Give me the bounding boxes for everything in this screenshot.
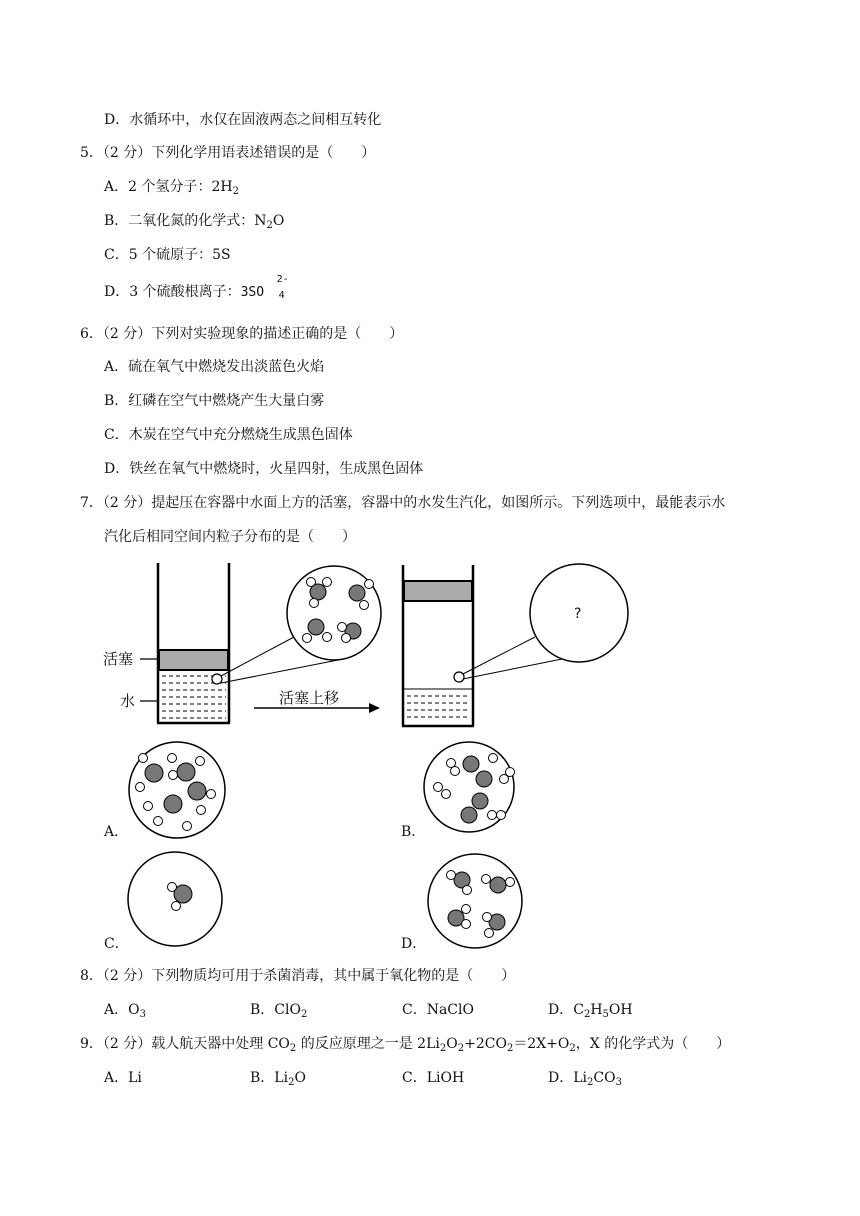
option-d-figure [428,854,522,948]
q6-option-c: C．木炭在空气中充分燃烧生成黑色固体 [104,427,353,443]
label-question-mark: ? [574,606,582,622]
q5-option-d: D．3 个硫酸根离子：3SO 2- 4 [104,274,289,301]
q9-stem: 9．（2 分）载人航天器中处理 $CO_2$ 的反应原理之一是 $2Li_2O_2+2CO_2=2X+O_2$，X 的化学式为（ ） [80,1036,731,1054]
label-piston: 活塞 [103,650,134,668]
q6-option-a: A．硫在氧气中燃烧发出淡蓝色火焰 [104,359,325,375]
left-magnifier [221,566,381,683]
q7-option-b-label: B． [401,824,426,840]
right-container [402,564,628,726]
q6-stem: 6．（2 分）下列对实验现象的描述正确的是（ ） [80,326,404,342]
q9-option-c: C．LiOH [402,1070,465,1086]
q8-option-b: B．ClO$_2$ [250,1002,308,1020]
option-c-figure [128,852,222,946]
option-a-figure [129,742,225,838]
q5-option-b: B．二氧化氮的化学式：$N_2O$ [104,213,285,231]
q8-option-c: C．NaClO [402,1002,474,1018]
q6-option-b: B．红磷在空气中燃烧产生大量白雾 [104,393,325,409]
label-piston-up: 活塞上移 [279,689,340,707]
sulfate-formula: 3SO 2- 4 [240,274,289,301]
q8-option-d: D．$C_2H_5OH$ [548,1002,633,1020]
left-container [140,563,230,723]
q5-option-c: C．5 个硫原子：5S [104,247,231,263]
q7-stem-line1: 7．（2 分）提起压在容器中水面上方的活塞，容器中的水发生汽化，如图所示。下列选项中，最能表示水 [80,495,726,511]
q6-option-d: D．铁丝在氧气中燃烧时，火星四射，生成黑色固体 [104,461,424,477]
q4-option-d: D．水循环中，水仅在固液两态之间相互转化 [104,112,382,128]
q7-option-d-label: D． [401,936,427,952]
option-b-figure [424,742,515,832]
q5-stem: 5．（2 分）下列化学用语表述错误的是（ ） [80,145,376,161]
q9-option-a: A．Li [104,1070,142,1086]
right-piston [404,581,472,601]
q8-option-a: A．$O_3$ [104,1002,146,1020]
q5-option-a: A．2 个氢分子：$2H_2$ [104,179,239,197]
q8-stem: 8．（2 分）下列物质均可用于杀菌消毒，其中属于氧化物的是（ ） [80,968,516,984]
q9-option-d: D．$Li_2CO_3$ [548,1070,622,1088]
q7-option-c-label: C． [104,936,129,952]
left-piston [159,650,228,670]
label-water: 水 [120,692,136,710]
q9-option-b: B．$Li_2O$ [250,1070,306,1088]
q7-option-a-label: A． [104,824,129,840]
q7-stem-line2: 汽化后相同空间内粒子分布的是（ ） [104,529,356,545]
